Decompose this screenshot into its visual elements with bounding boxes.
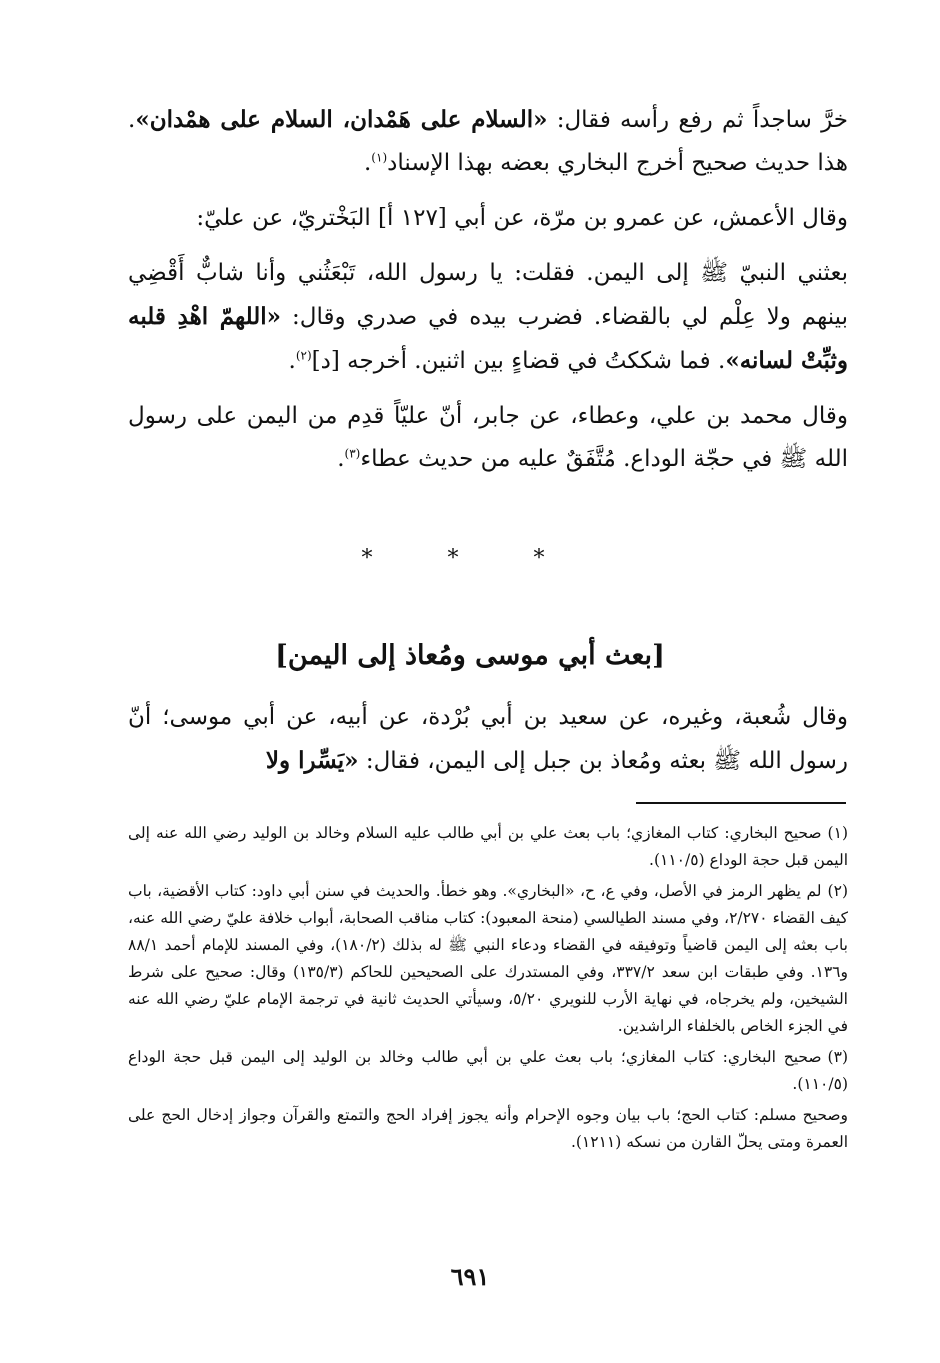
paragraph-jabir [128,395,848,481]
footnote-1 [128,820,848,874]
footnote-3 [128,1044,848,1098]
footnote-text: صحيح البخاري: كتاب المغازي؛ باب بعث علي بن أبي طالب وخالد بن الوليد إلى اليمن قبل حجة الوداع (١١٠/٥). [128,1048,848,1093]
footnote-separator [636,802,846,804]
footnote-text: صحيح البخاري: كتاب المغازي؛ باب بعث علي بن أبي طالب عليه السلام وخالد بن الوليد رضي الله عنه إلى اليمن قبل حجة الوداع (١١٠/٥). [128,824,848,869]
text-run: . [337,446,345,472]
text-run: وقال محمد بن علي، وعطاء، عن جابر، أنّ عليّاً قدِم من اليمن على رسول الله ﷺ في حجّة الوداع. مُتَّفَقٌ عليه من حديث عطاء [128,403,848,472]
paragraph-hamdan [128,98,848,185]
footnote-text: لم يظهر الرمز في الأصل، وفي ع، ح، «البخاري». وهو خطأ. والحديث في سنن أبي داود: كتاب الأقضية، باب كيف القضاء ٢/٢٧٠، وفي مسند الطيالسي (منحة المعبود): كتاب مناقب الصحابة، أبواب خلافة عليّ رضي الله عنه، باب بعثه إلى اليمن قاضياً وتوفيقه في القضاء ودعاء النبي ﷺ له بذلك (١٨٠/٢)، وفي المسند للإمام أحمد ٨٨/١ و١٣٦. وفي طبقات ابن سعد ٣٣٧/٢، وفي المستدرك على الصحيحين للحاكم (١٣٥/٣) وقال: صحيح على شرط الشيخين، ولم يخرجاه، في نهاية الأرب للنويري ٥/٢٠، وسيأتي الحديث ثانية في ترجمة الإمام عليّ رضي الله عنه في الجزء الخاص بالخلفاء الراشدين. [128,882,848,1035]
text-run: وقال شُعبة، وغيره، عن سعيد بن أبي بُرْدة، عن أبيه، عن أبي موسى؛ أنّ رسول الله ﷺ بعثه ومُعاذ بن جبل إلى اليمن، فقال: [128,704,848,774]
quote-bold: «يَسِّرا ولا [265,747,359,774]
main-text-bottom [128,696,848,795]
footnote-number: (٢) [827,882,848,900]
main-text-top [128,98,848,493]
text-run: . [288,348,296,374]
footnote-number: (٣) [827,1048,848,1066]
footnote-number: (١) [827,824,848,842]
footnote-ref[interactable]: (٢) [295,348,312,363]
text-run: بعثني النبيّ ﷺ إلى اليمن. فقلت: يا رسول الله، تَبْعَثُني وأنا شابٌّ أَقْضِي بينهم ولا عِلْم لي بالقضاء. فضرب بيده في صدري وقال: [128,260,848,330]
page-number: ٦٩١ [450,1262,490,1291]
footnote-2 [128,878,848,1040]
paragraph-shuba [128,696,848,783]
footnote-ref[interactable]: (٣) [344,446,361,461]
text-run: . [363,150,372,176]
footnote-ref[interactable]: (١) [371,150,388,165]
section-separator: * * * [361,546,579,571]
footnotes [128,820,848,1160]
footnote-text: وصحيح مسلم: كتاب الحج؛ باب بيان وجوه الإحرام وأنه يجوز إفراد الحج والتمتع والقرآن وجواز إدخال الحج على العمرة ومتى يحلّ القارن من نسكه (١٢١١). [128,1106,848,1151]
text-run: . هذا حديث صحيح أخرج البخاري بعضه بهذا الإسناد [128,107,848,176]
section-heading: [بعث أبي موسى ومُعاذ إلى اليمن] [275,640,665,671]
quote-bold: «السلام على هَمْدان، السلام على همْدان» [135,106,548,133]
footnote-3-continued [128,1102,848,1156]
text-run: . فما شككتُ في قضاءٍ بين اثنين. أخرجه [د] [311,348,726,374]
paragraph-yemen [128,252,848,383]
text-run: وقال الأعمش، عن عمرو بن مرّة، عن أبي [١٢٧ أ] البَخْتريّ، عن عليّ: [196,205,848,231]
quote-bold: «اللهمّ اهْدِ قلبه وثبِّتْ لسانه» [128,303,848,374]
paragraph-amash [128,197,848,240]
text-run: خرَّ ساجداً ثم رفع رأسه فقال: [547,107,849,133]
